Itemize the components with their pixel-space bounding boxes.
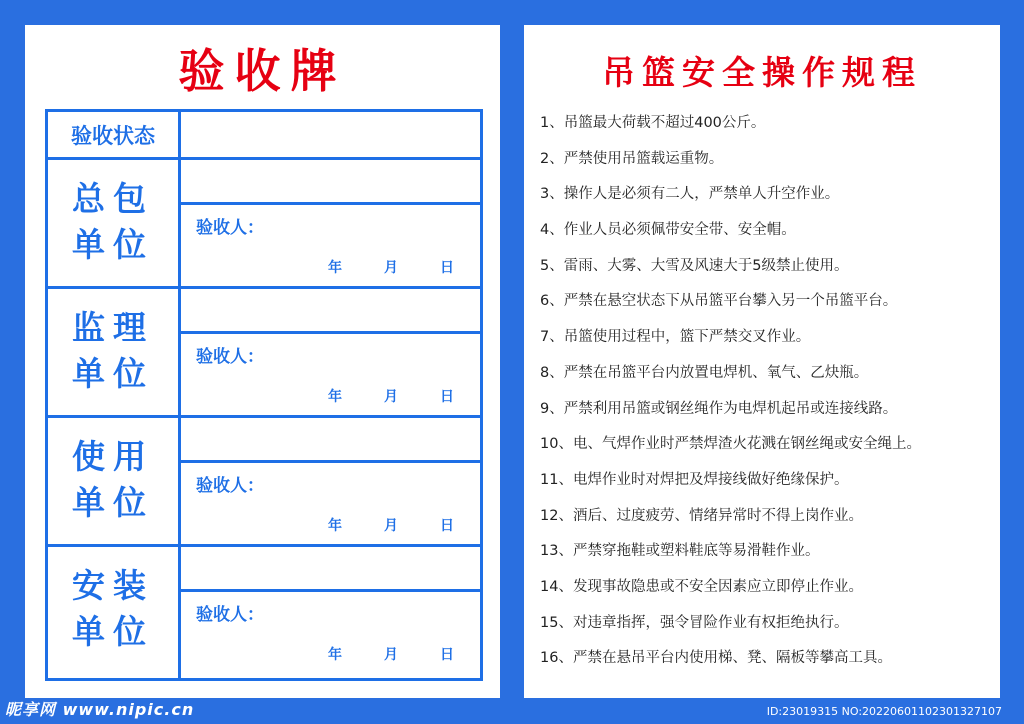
signer-label: 验收人： [196,605,264,625]
date-year: 年 [328,518,342,534]
unit-general-contractor: 总包 单位 [72,179,154,264]
acceptance-table [45,109,483,681]
acceptance-status-label: 验收状态 [71,123,155,148]
rule-item: 2、严禁使用吊篮载运重物。 [540,150,724,167]
date-year: 年 [328,389,342,405]
rule-item: 7、吊篮使用过程中，篮下严禁交叉作业。 [540,329,811,346]
watermark-logo: 昵享网 www.nipic.cn [5,700,195,719]
date-year: 年 [328,647,342,663]
date-day: 日 [440,647,454,663]
date-year: 年 [328,260,342,276]
safety-rules-panel [524,25,1000,698]
watermark-id: ID:23019315 NO:20220601102301327107 [766,705,1002,718]
acceptance-board [25,25,500,698]
rule-item: 9、严禁利用吊篮或钢丝绳作为电焊机起吊或连接线路。 [540,400,898,417]
date-month: 月 [384,518,398,534]
date-day: 日 [440,260,454,276]
date-day: 日 [440,389,454,405]
date-month: 月 [384,260,398,276]
rule-item: 14、发现事故隐患或不安全因素应立即停止作业。 [540,578,863,595]
date-month: 月 [384,647,398,663]
rule-item: 10、电、气焊作业时严禁焊渣火花溅在钢丝绳或安全绳上。 [540,436,921,453]
signer-label: 验收人： [196,218,264,238]
date-month: 月 [384,389,398,405]
rule-item: 6、严禁在悬空状态下从吊篮平台攀入另一个吊篮平台。 [540,293,898,310]
rule-item: 12、酒后、过度疲劳、情绪异常时不得上岗作业。 [540,507,863,524]
rule-item: 4、作业人员必须佩带安全带、安全帽。 [540,222,796,239]
unit-supervision: 监理 单位 [72,308,154,393]
safety-rules-title: 吊篮安全操作规程 [602,53,922,92]
rule-item: 16、严禁在悬吊平台内使用梯、凳、隔板等攀高工具。 [540,650,892,667]
unit-user: 使用 单位 [72,437,154,522]
rule-item: 11、电焊作业时对焊把及焊接线做好绝缘保护。 [540,471,849,488]
rule-item: 15、对违章指挥，强令冒险作业有权拒绝执行。 [540,614,849,631]
rule-item: 13、严禁穿拖鞋或塑料鞋底等易滑鞋作业。 [540,543,820,560]
rules-list [540,106,921,677]
signer-label: 验收人： [196,476,264,496]
unit-installation: 安装 单位 [72,566,154,651]
rule-item: 3、操作人是必须有二人，严禁单人升空作业。 [540,186,840,203]
acceptance-board-title: 验收牌 [178,44,347,98]
rule-item: 1、吊篮最大荷载不超过400公斤。 [540,115,766,131]
rule-item: 8、严禁在吊篮平台内放置电焊机、氧气、乙炔瓶。 [540,364,869,381]
rule-item: 5、雷雨、大雾、大雪及风速大于5级禁止使用。 [540,257,849,274]
date-day: 日 [440,518,454,534]
signer-label: 验收人： [196,347,264,367]
